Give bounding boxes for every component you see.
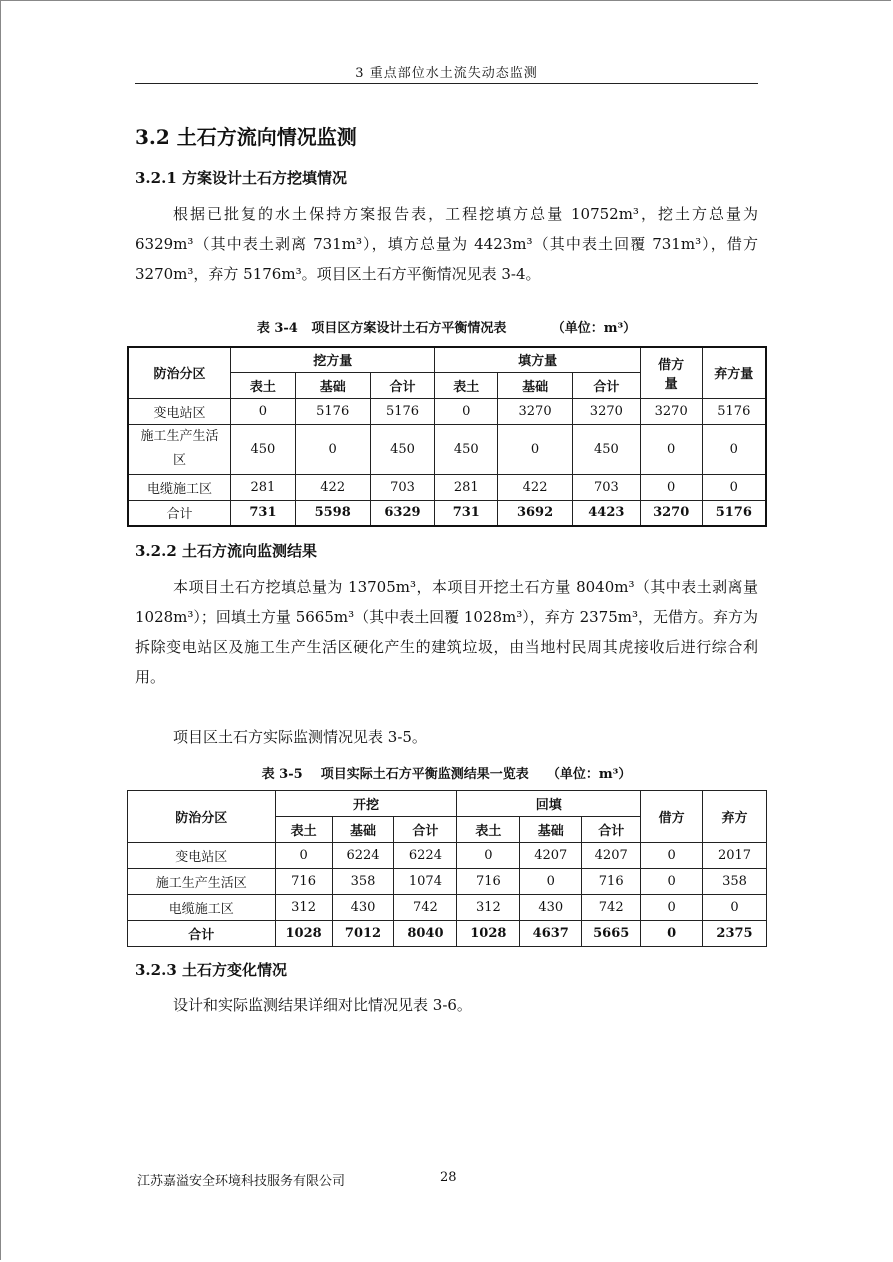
sub-header: 合计 <box>572 372 640 398</box>
header-spoil: 弃方量 <box>702 347 766 398</box>
cell: 281 <box>231 474 296 500</box>
cell: 5176 <box>370 398 435 424</box>
cell: 5176 <box>702 500 766 526</box>
table-row <box>128 869 767 895</box>
cell: 3692 <box>498 500 573 526</box>
cell: 施工生产生活区 <box>128 869 276 895</box>
cell: 2017 <box>703 843 767 869</box>
header-fill: 回填 <box>457 791 641 817</box>
cell: 0 <box>435 398 498 424</box>
cell: 0 <box>703 895 767 921</box>
cell: 0 <box>498 424 573 474</box>
cell: 731 <box>231 500 296 526</box>
table-row <box>128 843 767 869</box>
cell: 3270 <box>498 398 573 424</box>
sub-header: 表土 <box>275 817 332 843</box>
cell: 450 <box>572 424 640 474</box>
cell: 4637 <box>520 921 582 947</box>
paragraph-3-2-2-ref: 项目区土石方实际监测情况见表 3-5。 <box>173 728 427 746</box>
cell: 0 <box>295 424 370 474</box>
footer-company: 江苏嘉溢安全环境科技服务有限公司 <box>137 1174 346 1189</box>
cell: 电缆施工区 <box>128 474 231 500</box>
subsection-title-3-2-2: 3.2.2 土石方流向监测结果 <box>135 542 317 560</box>
table-3-4-caption: 表 3-4 项目区方案设计土石方平衡情况表 （单位：m³） <box>256 321 637 336</box>
cell: 450 <box>370 424 435 474</box>
cell: 422 <box>295 474 370 500</box>
sub-header: 表土 <box>435 372 498 398</box>
cell: 0 <box>640 424 702 474</box>
table-total-row <box>128 921 767 947</box>
cell: 430 <box>520 895 582 921</box>
cell: 0 <box>702 474 766 500</box>
sub-header: 基础 <box>295 372 370 398</box>
cell: 1028 <box>457 921 520 947</box>
cell: 1074 <box>394 869 457 895</box>
table-3-4 <box>127 346 767 527</box>
cell: 8040 <box>394 921 457 947</box>
cell: 5176 <box>295 398 370 424</box>
cell: 2375 <box>703 921 767 947</box>
header-zone: 防治分区 <box>128 347 231 398</box>
cell: 450 <box>231 424 296 474</box>
cell: 430 <box>332 895 394 921</box>
header-spoil: 弃方 <box>703 791 767 843</box>
paragraph-3-2-3: 设计和实际监测结果详细对比情况见表 3-6。 <box>173 996 472 1014</box>
cell: 电缆施工区 <box>128 895 276 921</box>
table-3-5-caption: 表 3-5 项目实际土石方平衡监测结果一览表 （单位：m³） <box>261 767 632 782</box>
header-borrow: 借方 <box>641 791 703 843</box>
table-3-5 <box>127 790 767 947</box>
sub-header: 基础 <box>498 372 573 398</box>
cell: 422 <box>498 474 573 500</box>
cell: 703 <box>572 474 640 500</box>
cell: 施工生产生活区 <box>128 424 231 474</box>
cell: 742 <box>582 895 641 921</box>
header-dig: 开挖 <box>275 791 457 817</box>
header-fill: 填方量 <box>435 347 640 372</box>
sub-header: 合计 <box>394 817 457 843</box>
cell: 0 <box>702 424 766 474</box>
cell: 0 <box>641 843 703 869</box>
cell: 4423 <box>572 500 640 526</box>
cell: 合计 <box>128 500 231 526</box>
cell: 312 <box>275 895 332 921</box>
cell: 4207 <box>520 843 582 869</box>
cell: 合计 <box>128 921 276 947</box>
header-dig: 挖方量 <box>231 347 435 372</box>
header-borrow: 借方量 <box>640 347 702 398</box>
cell: 0 <box>231 398 296 424</box>
table-row <box>128 895 767 921</box>
subsection-title-3-2-3: 3.2.3 土石方变化情况 <box>135 961 287 979</box>
cell: 3270 <box>640 398 702 424</box>
paragraph-3-2-1: 根据已批复的水土保持方案报告表，工程挖填方总量 10752m³，挖土方总量为 6329m³（其中表土剥离 731m³），填方总量为 4423m³（其中表土回覆 731m³），借方 3270m³，弃方 5176m³。项目区土石方平衡情况见表 3-4。 <box>135 205 758 283</box>
cell: 312 <box>457 895 520 921</box>
cell: 731 <box>435 500 498 526</box>
sub-header: 表土 <box>457 817 520 843</box>
running-header: 3 重点部位水土流失动态监测 <box>355 66 538 81</box>
section-title: 3.2 土石方流向情况监测 <box>135 125 357 149</box>
table-total-row <box>128 500 766 526</box>
cell: 358 <box>703 869 767 895</box>
cell: 7012 <box>332 921 394 947</box>
cell: 0 <box>641 869 703 895</box>
paragraph-3-2-2: 本项目土石方挖填总量为 13705m³，本项目开挖土石方量 8040m³（其中表土剥离量 1028m³）；回填土方量 5665m³（其中表土回覆 1028m³），弃方 2375m³，无借方。弃方为拆除变电站区及施工生产生活区硬化产生的建筑垃圾，由当地村民周其虎接收后进行综合利用。 <box>135 578 758 686</box>
cell: 1028 <box>275 921 332 947</box>
page-number: 28 <box>440 1170 457 1185</box>
cell: 6224 <box>332 843 394 869</box>
cell: 变电站区 <box>128 843 276 869</box>
cell: 变电站区 <box>128 398 231 424</box>
cell: 5176 <box>702 398 766 424</box>
cell: 6224 <box>394 843 457 869</box>
table-row <box>128 398 766 424</box>
cell: 0 <box>275 843 332 869</box>
subsection-title-3-2-1: 3.2.1 方案设计土石方挖填情况 <box>135 169 347 187</box>
table-row <box>128 474 766 500</box>
cell: 6329 <box>370 500 435 526</box>
sub-header: 合计 <box>370 372 435 398</box>
cell: 0 <box>520 869 582 895</box>
header-rule <box>135 83 758 84</box>
cell: 742 <box>394 895 457 921</box>
header-zone: 防治分区 <box>128 791 276 843</box>
cell: 716 <box>275 869 332 895</box>
cell: 703 <box>370 474 435 500</box>
cell: 0 <box>641 921 703 947</box>
sub-header: 基础 <box>520 817 582 843</box>
cell: 716 <box>582 869 641 895</box>
cell: 0 <box>457 843 520 869</box>
sub-header: 表土 <box>231 372 296 398</box>
cell: 358 <box>332 869 394 895</box>
cell: 0 <box>640 474 702 500</box>
cell: 281 <box>435 474 498 500</box>
cell: 5598 <box>295 500 370 526</box>
sub-header: 基础 <box>332 817 394 843</box>
sub-header: 合计 <box>582 817 641 843</box>
cell: 3270 <box>572 398 640 424</box>
cell: 5665 <box>582 921 641 947</box>
cell: 450 <box>435 424 498 474</box>
cell: 3270 <box>640 500 702 526</box>
cell: 4207 <box>582 843 641 869</box>
cell: 0 <box>641 895 703 921</box>
cell: 716 <box>457 869 520 895</box>
table-row <box>128 424 766 474</box>
